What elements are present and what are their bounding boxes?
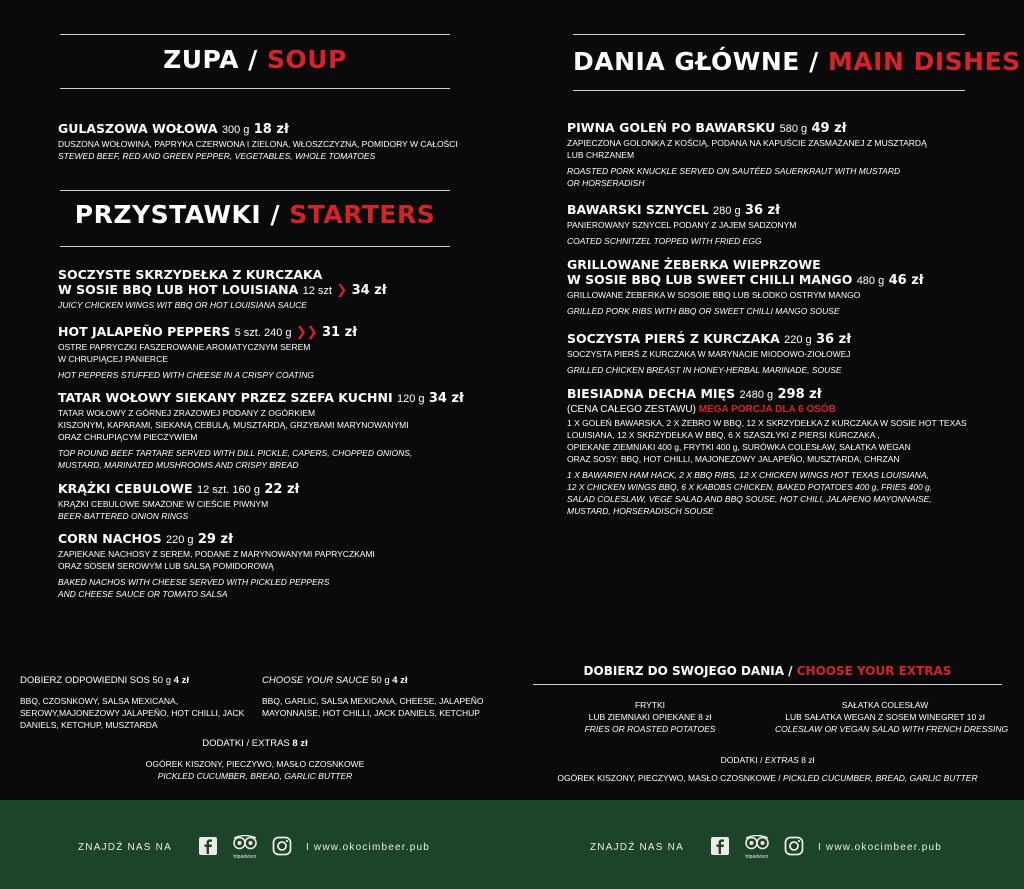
instagram-icon[interactable] (784, 836, 804, 859)
dish-desc-pl: GRILLOWANE ŻEBERKA W SOSOIE BBQ LUB SŁODKO OSTRYM MANGO (567, 289, 861, 300)
dish-name-2: W SOSIE BBQ LUB SWEET CHILLI MANGO (567, 272, 853, 287)
starters-title-pl: PRZYSTAWKI / (74, 200, 281, 229)
dish-desc-en: HOT PEPPERS STUFFED WITH CHEESE IN A CRISPY COATING (58, 369, 314, 380)
tripadvisor-icon[interactable] (232, 835, 258, 860)
extras-rule (533, 684, 1002, 685)
sauces-pl-weight: 50 g (152, 675, 171, 686)
dish-name: CORN NACHOS (58, 531, 162, 546)
sauces-pl-line: BBQ, CZOSNKOWY, SALSA MEXICANA, (20, 696, 179, 706)
dish-weight: 2480 g (739, 389, 774, 401)
dish-price: 22 zł (264, 482, 300, 497)
tripadvisor-label: tripadvisor (745, 854, 769, 860)
facebook-icon[interactable] (198, 836, 218, 859)
sauces-en (262, 675, 484, 719)
dish-name: SOCZYSTA PIERŚ Z KURCZAKA (567, 331, 780, 346)
extras-salad (775, 699, 1009, 735)
dish-desc-pl: ZAPIEKANE NACHOSY Z SEREM, PODANE Z MARYNOWANYMI PAPRYCZKAMI (58, 548, 375, 559)
dish-price: 298 zł (777, 387, 822, 402)
dish-price: 36 zł (744, 203, 780, 218)
sauces-en-weight: 50 g (371, 675, 390, 686)
dish-weight: 120 g (396, 393, 425, 405)
dish-desc-en: STEWED BEEF, RED AND GREEN PEPPER, VEGETABLES, WHOLE TOMATOES (58, 150, 376, 161)
dish-weight: 12 szt. 160 g (196, 484, 260, 496)
dish-desc-pl: PANIEROWANY SZNYCEL PODANY Z JAJEM SADZONYM (567, 219, 797, 230)
mega-portion-badge: MEGA PORCJA DLA 6 OSÓB (698, 403, 836, 415)
sauces-en-line: MAYONNAISE, HOT CHILLI, JACK DANIELS, KETCHUP (262, 708, 480, 718)
sauces-en-price: 4 zł (392, 675, 408, 686)
mains-title-en: MAIN DISHES (827, 47, 1021, 76)
facebook-icon[interactable] (710, 836, 730, 859)
main-schnitzel (567, 202, 796, 247)
main-meat-board (567, 386, 967, 517)
starter-wings (58, 267, 387, 311)
extras-price: 8 zł (292, 738, 308, 749)
dish-desc-en: MUSTARD, HORSERADISCH SOUSE (567, 505, 714, 516)
main-chicken-breast (567, 331, 851, 376)
dish-desc-pl: DUSZONA WOŁOWINA, PAPRYKA CZERWONA I ZIELONA, WŁOSZCZYZNA, POMIDORY W CAŁOŚCI (58, 138, 458, 149)
fries-option: LUB ZIEMNIAKI OPIEKANE 8 zł (588, 712, 712, 722)
chili-icon: ❯❯ (295, 325, 318, 340)
dish-price: 31 zł (322, 325, 358, 340)
mains-bottom-rule (573, 90, 965, 91)
dish-weight: 480 g (856, 275, 885, 287)
starters-top-rule (60, 190, 450, 191)
salad-option: LUB SAŁATKA WEGAN Z SOSEM WINEGRET 10 zł (785, 712, 985, 722)
find-us-label: ZNAJDŹ NAS NA (78, 842, 172, 853)
right-dodatki (533, 754, 1002, 784)
dish-desc-en: OR HORSERADISH (567, 177, 645, 188)
starter-nachos (58, 531, 375, 600)
dish-name: PIWNA GOLEŃ PO BAWARSKU (567, 120, 776, 135)
dish-name: GULASZOWA WOŁOWA (58, 121, 218, 136)
dodatki-pl: OGÓREK KISZONY, PIECZYWO, MASŁO CZOSNKOWE / (557, 773, 781, 783)
sauces-pl-head: DOBIERZ ODPOWIEDNI SOS (20, 675, 150, 686)
starters-title-en: STARTERS (289, 200, 436, 229)
starter-onion-rings (58, 481, 299, 522)
dish-desc-en: TOP ROUND BEEF TARTARE SERVED WITH DILL PICKLE, CAPERS, CHOPPED ONIONS, (58, 447, 413, 458)
sauces-en-head: CHOOSE YOUR SAUCE (262, 675, 369, 686)
dish-desc-pl: OPIEKANE ZIEMNIAKI 400 g, FRYTKI 400 g, SURÓWKA COLESŁAW, SAŁATKA WEGAN (567, 441, 911, 452)
dish-desc-en: GRILLED PORK RIBS WITH BBQ OR SWEET CHILLI MANGO SOUSE (567, 305, 840, 316)
dish-weight: 220 g (784, 334, 812, 346)
sauces-en-line: BBQ, GARLIC, SALSA MEXICANA, CHEESE, JALAPEÑO (262, 696, 484, 706)
dish-name: HOT JALAPEÑO PEPPERS (58, 324, 231, 339)
find-us-label: ZNAJDŹ NAS NA (590, 842, 684, 853)
dish-weight: 280 g (713, 205, 741, 217)
instagram-icon[interactable] (272, 836, 292, 859)
mains-title (573, 47, 1021, 76)
sauces-pl (20, 675, 244, 731)
dish-price: 36 zł (816, 332, 852, 347)
extras-title (533, 664, 1002, 678)
website-link[interactable]: I www.okocimbeer.pub (305, 842, 431, 853)
dish-desc-en: GRILLED CHICKEN BREAST IN HONEY-HERBAL MARINADE, SOUSE (567, 364, 842, 375)
salad-name: SAŁATKA COLESŁAW (841, 700, 929, 710)
dish-desc-en: SALAD COLESLAW, VEGE SALAD AND BBQ SOUSE, HOT CHILI, JALAPENO MAYONNAISE, (567, 493, 932, 504)
soup-title-pl: ZUPA / (163, 45, 258, 74)
footer-right (590, 835, 942, 860)
dish-price: 34 zł (351, 283, 387, 298)
extras-title-en: CHOOSE YOUR EXTRAS (796, 664, 952, 678)
dodatki-head: DODATKI / (720, 755, 763, 765)
dish-name-2: W SOSIE BBQ LUB HOT LOUISIANA (58, 282, 299, 297)
dish-desc-en: JUICY CHICKEN WINGS WIT BBQ OR HOT LOUISIANA SAUCE (58, 299, 307, 310)
dish-desc-pl: OSTRE PAPRYCZKI FASZEROWANE AROMATYCZNYM SEREM (58, 341, 311, 352)
tripadvisor-icon[interactable] (744, 835, 770, 860)
fries-name: FRYTKI (634, 700, 666, 710)
dish-weight: 220 g (166, 534, 194, 546)
soup-title (60, 45, 450, 74)
main-ribs (567, 257, 924, 317)
dish-desc-pl: ORAZ SOSY: BBQ, HOT CHILLI, MAJONEZOWY JALAPEÑO, MUSZTARDA, CHRZAN (567, 453, 900, 464)
extras-pl: OGÓREK KISZONY, PIECZYWO, MASŁO CZOSNKOWE (145, 759, 365, 769)
chili-icon: ❯ (336, 283, 348, 298)
dodatki-en: PICKLED CUCUMBER, BREAD, GARLIC BUTTER (783, 773, 978, 783)
dish-desc-pl: W CHRUPIĄCEJ PANIERCE (58, 353, 168, 364)
dish-name: BIESIADNA DECHA MIĘS (567, 386, 736, 401)
footer-left (78, 835, 430, 860)
starters-title (60, 200, 450, 229)
dish-desc-pl: SOCZYSTA PIERŚ Z KURCZAKA W MARYNACIE MIODOWO-ZIOŁOWEJ (567, 348, 851, 359)
sauces-pl-line: SEROWY,MAJONEZOWY JALAPEÑO, HOT CHILLI, JACK (20, 708, 245, 718)
starter-tartare (58, 390, 464, 471)
dish-desc-en: BAKED NACHOS WITH CHEESE SERVED WITH PICKLED PEPPERS (58, 576, 330, 587)
dish-desc-pl: LUB CHRZANEM (567, 149, 635, 160)
dish-desc-en: ROASTED PORK KNUCKLE SERVED ON SAUTÉED SAUERKRAUT WITH MUSTARD (567, 165, 901, 176)
dish-desc-en: 1 X BAWARIEN HAM HACK, 2 X BBQ RIBS, 12 X CHICKEN WINGS HOT TEXAS LOUISIANA, (567, 469, 929, 480)
dish-weight: 12 szt (302, 285, 332, 297)
mains-title-pl: DANIA GŁÓWNE / (573, 47, 819, 76)
extras-fries (570, 699, 730, 735)
starters-bottom-rule (60, 246, 450, 247)
dish-desc-pl: KRĄŻKI CEBULOWE SMAŻONE W CIEŚCIE PIWNYM (58, 498, 269, 509)
dish-desc-en: 12 X CHICKEN WINGS BBQ, 6 X KABOBS CHICKEN, BAKED POTATOES 400 g, FRIES 400 g, (567, 481, 933, 492)
dish-desc-pl: ORAZ SOSEM SEROWYM LUB SALSĄ POMIDOROWĄ (58, 560, 274, 571)
dish-desc-pl: ORAZ CHRUPIĄCYM PIECZYWIEM (58, 431, 198, 442)
sauces-pl-price: 4 zł (173, 675, 189, 686)
dish-price: 46 zł (888, 273, 924, 288)
website-link[interactable]: I www.okocimbeer.pub (817, 842, 943, 853)
dish-desc-pl: 1 X GOLEŃ BAWARSKA, 2 X ŻEBRO W BBQ, 12 X SKRZYDEŁKA Z KURCZAKA W SOSIE HOT TEXAS (567, 417, 967, 428)
mains-top-rule (573, 34, 965, 35)
dish-desc-pl: LOUISIANA, 12 X SKRZYDEŁKA W BBQ, 6 X SZASZŁYKI Z PIERSI KURCZAKA , (567, 429, 880, 440)
dish-desc-en: COATED SCHNITZEL TOPPED WITH FRIED EGG (567, 235, 762, 246)
extras-en: PICKLED CUCUMBER, BREAD, GARLIC BUTTER (157, 771, 353, 781)
soup-top-rule (60, 34, 450, 35)
dish-price: 49 zł (811, 121, 847, 136)
dish-desc-pl: TATAR WOŁOWY Z GÓRNEJ ZRAZOWEJ PODANY Z OGÓRKIEM (58, 407, 316, 418)
dish-name: KRĄŻKI CEBULOWE (58, 481, 193, 496)
dish-price: 18 zł (253, 122, 289, 137)
starter-jalapeno (58, 324, 357, 381)
dish-weight: 300 g (221, 124, 250, 136)
dish-desc-pl: ZAPIECZONA GOLONKA Z KOŚCIĄ, PODANA NA KAPUŚCIE ZASMAŻANEJ Z MUSZTARDĄ (567, 137, 927, 148)
dish-price: 29 zł (197, 532, 233, 547)
sauces-pl-line: DANIELS, KETCHUP, MUSZTARDA (20, 720, 158, 730)
extras-head: DODATKI / EXTRAS (202, 738, 290, 749)
dish-desc-en: AND CHEESE SAUCE OR TOMATO SALSA (58, 588, 228, 599)
left-extras (120, 738, 390, 782)
dish-weight: 580 g (779, 123, 808, 135)
dish-name: BAWARSKI SZNYCEL (567, 202, 709, 217)
dish-desc-pl: KISZONYM, KAPARAMI, SIEKANĄ CEBULĄ, MUSZTARDĄ, GRZYBAMI MARYNOWANYMI (58, 419, 409, 430)
soup-title-en: SOUP (266, 45, 347, 74)
dish-name: TATAR WOŁOWY SIEKANY PRZEZ SZEFA KUCHNI (58, 390, 393, 405)
dish-name: SOCZYSTE SKRZYDEŁKA Z KURCZAKA (58, 267, 323, 282)
dodatki-price: 8 zł (801, 755, 815, 765)
tripadvisor-label: tripadvisor (233, 854, 257, 860)
dish-name: GRILLOWANE ŻEBERKA WIEPRZOWE (567, 257, 821, 272)
fries-en: FRIES OR ROASTED POTATOES (584, 724, 716, 734)
dish-price: 34 zł (428, 391, 464, 406)
set-price-note: (CENA CAŁEGO ZESTAWU) (567, 403, 696, 415)
dish-desc-en: MUSTARD, MARINATED MUSHROOMS AND CRISPY BREAD (58, 459, 299, 470)
soup-dish (58, 121, 458, 162)
dish-weight: 5 szt. 240 g (234, 327, 292, 339)
dish-desc-en: BEER-BATTERED ONION RINGS (58, 510, 189, 521)
dodatki-head-en: EXTRAS (764, 755, 799, 765)
extras-title-pl: DOBIERZ DO SWOJEGO DANIA / (583, 664, 793, 678)
soup-bottom-rule (60, 88, 450, 89)
main-knuckle (567, 120, 927, 189)
salad-en: COLESLAW OR VEGAN SALAD WITH FRENCH DRESSING (775, 724, 1009, 734)
